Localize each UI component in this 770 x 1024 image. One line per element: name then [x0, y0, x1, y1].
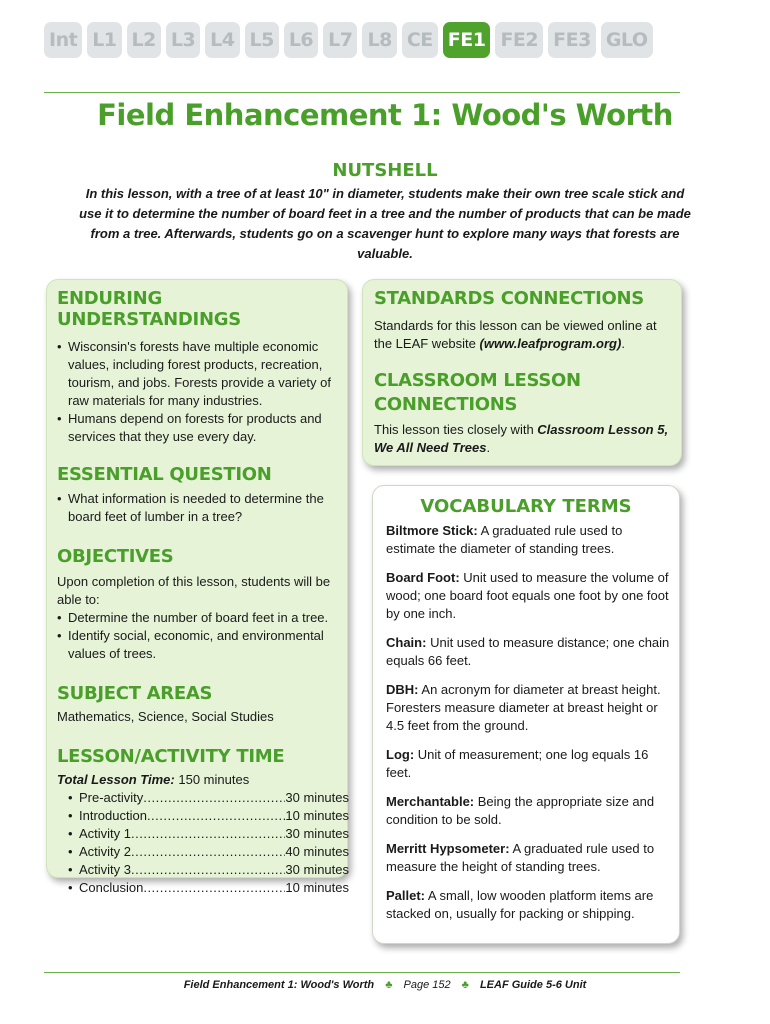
tab-int[interactable]: Int [44, 22, 82, 58]
list-item: • Conclusion ..... 10 minutes [68, 879, 349, 897]
tab-fe1[interactable]: FE1 [443, 22, 491, 58]
nutshell-heading: NUTSHELL [332, 160, 438, 181]
footer [0, 979, 770, 991]
top-divider [44, 92, 680, 93]
tab-fe3[interactable]: FE3 [548, 22, 596, 58]
tab-l4[interactable]: L4 [205, 22, 239, 58]
subjects-heading: SUBJECT AREAS [57, 683, 213, 704]
leaf-icon: ♣ [461, 979, 469, 991]
enduring-heading: ENDURING UNDERSTANDINGS [57, 288, 241, 330]
list-item: • Determine the number of board feet in a tree. [57, 609, 342, 627]
vocab-term: Biltmore Stick: A graduated rule used to estimate the diameter of standing trees. [386, 523, 623, 556]
vocab-term: Merritt Hypsometer: A graduated rule used to measure the height of standing trees. [386, 841, 655, 874]
tab-l6[interactable]: L6 [284, 22, 318, 58]
right-panel [362, 279, 682, 466]
tab-l3[interactable]: L3 [166, 22, 200, 58]
vocabulary-panel [372, 485, 680, 944]
enduring-list [57, 338, 342, 446]
essential-heading: ESSENTIAL QUESTION [57, 464, 272, 485]
tab-fe2[interactable]: FE2 [495, 22, 543, 58]
leaf-link[interactable]: (www.leafprogram.org) [479, 336, 622, 351]
vocabulary-list [386, 522, 671, 934]
vocab-term: DBH: An acronym for diameter at breast height. Foresters measure diameter at breast height or 4.5 feet from the ground. [386, 682, 661, 733]
left-panel [46, 279, 349, 895]
list-item: • What information is needed to determine the board feet of lumber in a tree? [57, 490, 342, 526]
objectives-list [57, 609, 342, 663]
total-label: Total Lesson Time: [57, 772, 175, 787]
classroom-heading: CLASSROOM LESSON CONNECTIONS [374, 370, 581, 415]
tab-l2[interactable]: L2 [127, 22, 161, 58]
leaf-icon: ♣ [385, 979, 393, 991]
nutshell-text: In this lesson, with a tree of at least 10" in diameter, students make their own tree scale stick and use it to determine the number of board feet in a tree and the number of products that can be made from a tree. Afterwards, students go on a scavenger hunt to explore many ways that forests are valuable. [79, 186, 691, 261]
page-title: Field Enhancement 1: Wood's Worth [97, 98, 673, 132]
vocab-term: Board Foot: Unit used to measure the volume of wood; one board foot equals one foot by one foot by one inch. [386, 570, 669, 621]
essential-list [57, 490, 342, 526]
list-item: • Activity 1 ..... 30 minutes [68, 825, 349, 843]
vocabulary-heading: VOCABULARY TERMS [420, 496, 632, 517]
list-item: • Activity 3 ..... 30 minutes [68, 861, 349, 879]
unit-tabs [44, 22, 653, 58]
list-item: • Introduction ..... 10 minutes [68, 807, 349, 825]
total-lesson-time [57, 771, 342, 789]
vocab-term: Pallet: A small, low wooden platform items are stacked on, usually for packing or shipping. [386, 888, 654, 921]
vocab-term: Chain: Unit used to measure distance; one chain equals 66 feet. [386, 635, 670, 668]
list-item: • Humans depend on forests for products and services that they use every day. [57, 410, 342, 446]
total-value: 150 minutes [178, 772, 250, 787]
tab-l1[interactable]: L1 [87, 22, 121, 58]
standards-text: Standards for this lesson can be viewed online at the LEAF website (www.leafprogram.org). [374, 318, 657, 351]
subjects-text: Mathematics, Science, Social Studies [57, 709, 274, 724]
tab-l8[interactable]: L8 [362, 22, 396, 58]
tab-l7[interactable]: L7 [323, 22, 357, 58]
footer-page: Page 152 [403, 979, 451, 991]
footer-guide: LEAF Guide 5-6 Unit [479, 979, 587, 991]
bottom-divider [44, 972, 680, 973]
time-list [57, 789, 349, 897]
list-item: • Activity 2 ..... 40 minutes [68, 843, 349, 861]
tab-l5[interactable]: L5 [245, 22, 279, 58]
vocab-term: Merchantable: Being the appropriate size and condition to be sold. [386, 794, 655, 827]
list-item: • Pre-activity ..... 30 minutes [68, 789, 349, 807]
vocab-term: Log: Unit of measurement; one log equals 16 feet. [386, 747, 649, 780]
objectives-intro: Upon completion of this lesson, students will be able to: [57, 574, 331, 607]
lesson-time-heading: LESSON/ACTIVITY TIME [57, 746, 285, 767]
classroom-text: This lesson ties closely with Classroom Lesson 5, We All Need Trees. [374, 422, 669, 455]
tab-glo[interactable]: GLO [601, 22, 653, 58]
footer-title: Field Enhancement 1: Wood's Worth [183, 979, 375, 991]
tab-ce[interactable]: CE [402, 22, 438, 58]
list-item: • Identify social, economic, and environmental values of trees. [57, 627, 342, 663]
objectives-heading: OBJECTIVES [57, 546, 174, 567]
standards-heading: STANDARDS CONNECTIONS [374, 288, 644, 309]
list-item: • Wisconsin's forests have multiple economic values, including forest products, recreation, tourism, and jobs. Forests provide a variety of raw materials for many industries. [57, 338, 342, 410]
